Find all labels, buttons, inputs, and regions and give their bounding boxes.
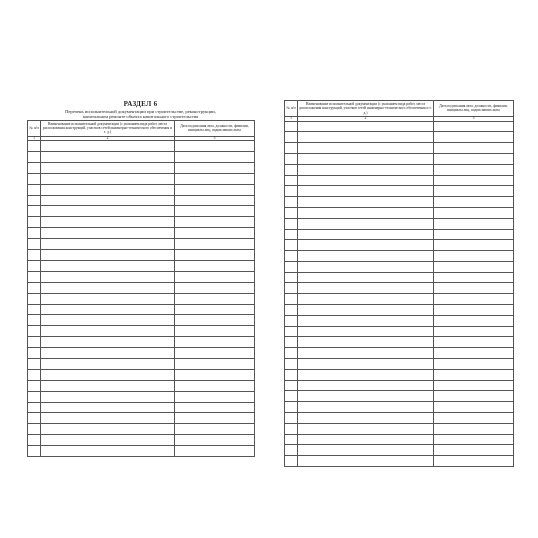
header-sign-date: Дата подписания акта, должности, фамилии, инициалы лиц, подписавших акты (434, 101, 514, 117)
empty-cell[interactable] (41, 413, 175, 424)
empty-row[interactable] (28, 446, 255, 457)
empty-cell[interactable] (285, 143, 298, 154)
empty-cell[interactable] (41, 304, 175, 315)
empty-row[interactable] (285, 261, 514, 272)
empty-cell[interactable] (175, 195, 255, 206)
empty-cell[interactable] (285, 186, 298, 197)
empty-cell[interactable] (175, 293, 255, 304)
right-table-body (285, 121, 514, 467)
empty-cell[interactable] (434, 348, 514, 359)
empty-cell[interactable] (285, 207, 298, 218)
empty-cell[interactable] (41, 152, 175, 163)
empty-cell[interactable] (285, 337, 298, 348)
empty-cell[interactable] (434, 391, 514, 402)
empty-row[interactable] (28, 217, 255, 228)
empty-cell[interactable] (285, 294, 298, 305)
empty-cell[interactable] (175, 337, 255, 348)
empty-cell[interactable] (175, 435, 255, 446)
empty-cell[interactable] (28, 326, 41, 337)
empty-cell[interactable] (434, 186, 514, 197)
header-doc-name: Наименование исполнительной документации (с указанием вида работ, места расположения конструкций, участков сетей инженерно-технического обеспечения и т. д.) (41, 120, 175, 136)
empty-cell[interactable] (285, 369, 298, 380)
empty-row[interactable] (285, 186, 514, 197)
empty-cell[interactable] (434, 229, 514, 240)
empty-row[interactable] (285, 434, 514, 445)
right-page (284, 100, 513, 467)
empty-row[interactable] (285, 153, 514, 164)
empty-cell[interactable] (298, 283, 434, 294)
empty-cell[interactable] (434, 456, 514, 467)
empty-cell[interactable] (285, 251, 298, 262)
section-subtitle-line-1: Перечень исполнительной документации при строительстве, реконструкции, (65, 109, 216, 115)
empty-cell[interactable] (285, 197, 298, 208)
empty-row[interactable] (28, 152, 255, 163)
empty-cell[interactable] (434, 283, 514, 294)
empty-row[interactable] (28, 173, 255, 184)
empty-cell[interactable] (285, 240, 298, 251)
empty-cell[interactable] (28, 206, 41, 217)
empty-cell[interactable] (298, 229, 434, 240)
column-number: 1 (285, 116, 298, 121)
empty-cell[interactable] (298, 337, 434, 348)
empty-cell[interactable] (175, 206, 255, 217)
empty-cell[interactable] (41, 446, 175, 457)
empty-cell[interactable] (298, 240, 434, 251)
empty-row[interactable] (285, 121, 514, 132)
empty-row[interactable] (285, 197, 514, 208)
empty-cell[interactable] (434, 423, 514, 434)
empty-cell[interactable] (175, 348, 255, 359)
empty-cell[interactable] (28, 413, 41, 424)
section-subtitle-line-2: капитальном ремонте объекта капитального строительства (82, 114, 199, 120)
empty-cell[interactable] (285, 315, 298, 326)
empty-row[interactable] (285, 456, 514, 467)
empty-row[interactable] (285, 294, 514, 305)
empty-cell[interactable] (175, 239, 255, 250)
right-doc-table (284, 100, 514, 467)
empty-row[interactable] (28, 391, 255, 402)
empty-row[interactable] (285, 240, 514, 251)
empty-cell[interactable] (28, 271, 41, 282)
empty-cell[interactable] (28, 337, 41, 348)
empty-cell[interactable] (285, 305, 298, 316)
empty-row[interactable] (285, 326, 514, 337)
empty-cell[interactable] (298, 121, 434, 132)
empty-cell[interactable] (28, 293, 41, 304)
empty-cell[interactable] (28, 228, 41, 239)
empty-cell[interactable] (285, 423, 298, 434)
empty-cell[interactable] (28, 217, 41, 228)
empty-cell[interactable] (175, 282, 255, 293)
empty-cell[interactable] (298, 207, 434, 218)
empty-cell[interactable] (434, 175, 514, 186)
empty-cell[interactable] (41, 337, 175, 348)
empty-cell[interactable] (434, 272, 514, 283)
empty-row[interactable] (285, 207, 514, 218)
empty-cell[interactable] (175, 424, 255, 435)
empty-row[interactable] (28, 293, 255, 304)
empty-cell[interactable] (28, 250, 41, 261)
empty-row[interactable] (28, 348, 255, 359)
empty-cell[interactable] (28, 358, 41, 369)
empty-cell[interactable] (298, 143, 434, 154)
empty-row[interactable] (28, 162, 255, 173)
empty-cell[interactable] (285, 153, 298, 164)
empty-cell[interactable] (285, 380, 298, 391)
empty-cell[interactable] (28, 348, 41, 359)
empty-cell[interactable] (285, 229, 298, 240)
empty-cell[interactable] (175, 173, 255, 184)
empty-cell[interactable] (41, 435, 175, 446)
empty-cell[interactable] (175, 315, 255, 326)
empty-cell[interactable] (298, 413, 434, 424)
empty-cell[interactable] (175, 369, 255, 380)
header-doc-name: Наименование исполнительной документации (с указанием вида работ, места расположения конструкций, участков сетей инженерно-технического обеспечения и т. д.) (299, 102, 432, 115)
header-number: № п/п (285, 101, 298, 117)
empty-cell[interactable] (175, 358, 255, 369)
empty-cell[interactable] (298, 218, 434, 229)
empty-cell[interactable] (434, 143, 514, 154)
empty-cell[interactable] (41, 173, 175, 184)
empty-cell[interactable] (298, 305, 434, 316)
empty-cell[interactable] (285, 175, 298, 186)
empty-cell[interactable] (434, 434, 514, 445)
empty-row[interactable] (285, 391, 514, 402)
empty-cell[interactable] (41, 424, 175, 435)
empty-row[interactable] (285, 380, 514, 391)
empty-cell[interactable] (298, 153, 434, 164)
column-number: 2 (41, 136, 175, 141)
empty-cell[interactable] (41, 315, 175, 326)
empty-row[interactable] (28, 435, 255, 446)
empty-row[interactable] (28, 195, 255, 206)
empty-cell[interactable] (434, 294, 514, 305)
empty-cell[interactable] (298, 456, 434, 467)
empty-cell[interactable] (41, 206, 175, 217)
empty-cell[interactable] (285, 445, 298, 456)
empty-row[interactable] (285, 337, 514, 348)
empty-cell[interactable] (175, 217, 255, 228)
empty-cell[interactable] (434, 207, 514, 218)
empty-row[interactable] (28, 380, 255, 391)
empty-cell[interactable] (41, 195, 175, 206)
empty-row[interactable] (285, 305, 514, 316)
empty-cell[interactable] (41, 217, 175, 228)
empty-cell[interactable] (175, 228, 255, 239)
empty-cell[interactable] (285, 413, 298, 424)
empty-cell[interactable] (41, 250, 175, 261)
empty-row[interactable] (28, 304, 255, 315)
empty-row[interactable] (28, 402, 255, 413)
empty-cell[interactable] (285, 164, 298, 175)
header-row (285, 101, 514, 117)
empty-row[interactable] (285, 143, 514, 154)
empty-row[interactable] (285, 402, 514, 413)
empty-row[interactable] (285, 272, 514, 283)
empty-cell[interactable] (298, 348, 434, 359)
empty-cell[interactable] (434, 359, 514, 370)
header-row (28, 120, 255, 136)
left-table-body (28, 141, 255, 457)
empty-row[interactable] (285, 175, 514, 186)
empty-cell[interactable] (434, 121, 514, 132)
empty-row[interactable] (28, 337, 255, 348)
empty-row[interactable] (28, 260, 255, 271)
empty-cell[interactable] (175, 271, 255, 282)
empty-cell[interactable] (41, 391, 175, 402)
empty-row[interactable] (28, 358, 255, 369)
empty-cell[interactable] (298, 445, 434, 456)
empty-cell[interactable] (41, 162, 175, 173)
empty-row[interactable] (28, 424, 255, 435)
empty-cell[interactable] (285, 272, 298, 283)
empty-cell[interactable] (28, 141, 41, 152)
empty-row[interactable] (28, 206, 255, 217)
empty-cell[interactable] (175, 446, 255, 457)
empty-cell[interactable] (175, 326, 255, 337)
empty-cell[interactable] (298, 434, 434, 445)
empty-row[interactable] (285, 218, 514, 229)
empty-cell[interactable] (175, 402, 255, 413)
empty-cell[interactable] (298, 423, 434, 434)
empty-cell[interactable] (434, 240, 514, 251)
empty-cell[interactable] (434, 197, 514, 208)
empty-row[interactable] (28, 413, 255, 424)
empty-cell[interactable] (434, 305, 514, 316)
empty-cell[interactable] (285, 261, 298, 272)
empty-cell[interactable] (434, 132, 514, 143)
empty-row[interactable] (28, 271, 255, 282)
empty-cell[interactable] (41, 326, 175, 337)
empty-cell[interactable] (28, 402, 41, 413)
empty-cell[interactable] (41, 184, 175, 195)
empty-cell[interactable] (285, 283, 298, 294)
empty-cell[interactable] (28, 184, 41, 195)
empty-cell[interactable] (41, 402, 175, 413)
empty-cell[interactable] (41, 293, 175, 304)
empty-cell[interactable] (285, 391, 298, 402)
empty-cell[interactable] (28, 435, 41, 446)
empty-cell[interactable] (298, 326, 434, 337)
empty-cell[interactable] (298, 186, 434, 197)
empty-cell[interactable] (434, 445, 514, 456)
empty-row[interactable] (28, 141, 255, 152)
empty-cell[interactable] (298, 315, 434, 326)
empty-cell[interactable] (298, 272, 434, 283)
empty-cell[interactable] (28, 369, 41, 380)
empty-row[interactable] (285, 413, 514, 424)
column-number: 3 (434, 116, 514, 121)
empty-row[interactable] (285, 359, 514, 370)
empty-cell[interactable] (28, 380, 41, 391)
empty-cell[interactable] (285, 402, 298, 413)
section-header (27, 100, 254, 120)
empty-row[interactable] (285, 229, 514, 240)
empty-cell[interactable] (28, 239, 41, 250)
header-sign-date: Дата подписания акта, должности, фамилии, инициалы лиц, подписавших акты (175, 120, 255, 136)
empty-cell[interactable] (298, 261, 434, 272)
empty-cell[interactable] (41, 358, 175, 369)
empty-row[interactable] (28, 369, 255, 380)
empty-cell[interactable] (41, 369, 175, 380)
empty-cell[interactable] (28, 446, 41, 457)
empty-cell[interactable] (434, 251, 514, 262)
empty-cell[interactable] (175, 184, 255, 195)
header-number: № п/п (28, 120, 41, 136)
empty-cell[interactable] (175, 260, 255, 271)
empty-cell[interactable] (175, 162, 255, 173)
empty-cell[interactable] (28, 424, 41, 435)
column-number: 1 (28, 136, 41, 141)
empty-cell[interactable] (175, 152, 255, 163)
empty-cell[interactable] (298, 380, 434, 391)
empty-cell[interactable] (434, 153, 514, 164)
empty-cell[interactable] (285, 359, 298, 370)
empty-cell[interactable] (434, 380, 514, 391)
empty-row[interactable] (285, 283, 514, 294)
left-doc-table (27, 120, 255, 457)
empty-cell[interactable] (285, 434, 298, 445)
empty-row[interactable] (285, 348, 514, 359)
empty-cell[interactable] (434, 326, 514, 337)
empty-cell[interactable] (298, 359, 434, 370)
empty-cell[interactable] (175, 304, 255, 315)
column-number: 2 (298, 116, 434, 121)
empty-cell[interactable] (28, 391, 41, 402)
empty-cell[interactable] (434, 315, 514, 326)
empty-cell[interactable] (41, 348, 175, 359)
empty-cell[interactable] (28, 162, 41, 173)
empty-cell[interactable] (298, 197, 434, 208)
empty-cell[interactable] (41, 282, 175, 293)
empty-cell[interactable] (28, 282, 41, 293)
empty-row[interactable] (28, 315, 255, 326)
empty-cell[interactable] (28, 260, 41, 271)
empty-row[interactable] (285, 251, 514, 262)
empty-cell[interactable] (434, 402, 514, 413)
section-title: РАЗДЕЛ 6 (123, 100, 158, 108)
empty-row[interactable] (28, 250, 255, 261)
empty-row[interactable] (28, 326, 255, 337)
empty-cell[interactable] (434, 261, 514, 272)
empty-cell[interactable] (285, 132, 298, 143)
empty-cell[interactable] (41, 228, 175, 239)
empty-cell[interactable] (434, 218, 514, 229)
empty-cell[interactable] (175, 380, 255, 391)
empty-row[interactable] (28, 228, 255, 239)
empty-cell[interactable] (285, 218, 298, 229)
empty-row[interactable] (285, 423, 514, 434)
empty-cell[interactable] (434, 413, 514, 424)
empty-cell[interactable] (434, 164, 514, 175)
empty-cell[interactable] (285, 326, 298, 337)
empty-cell[interactable] (28, 315, 41, 326)
empty-row[interactable] (285, 369, 514, 380)
empty-row[interactable] (285, 164, 514, 175)
empty-cell[interactable] (298, 369, 434, 380)
empty-row[interactable] (28, 239, 255, 250)
empty-row[interactable] (28, 184, 255, 195)
empty-cell[interactable] (434, 337, 514, 348)
empty-cell[interactable] (41, 239, 175, 250)
empty-cell[interactable] (298, 294, 434, 305)
empty-cell[interactable] (298, 251, 434, 262)
left-page (27, 100, 254, 457)
empty-row[interactable] (285, 132, 514, 143)
empty-cell[interactable] (298, 391, 434, 402)
empty-cell[interactable] (285, 121, 298, 132)
empty-cell[interactable] (28, 152, 41, 163)
empty-cell[interactable] (175, 413, 255, 424)
empty-cell[interactable] (175, 250, 255, 261)
empty-cell[interactable] (434, 369, 514, 380)
empty-cell[interactable] (41, 380, 175, 391)
empty-cell[interactable] (285, 348, 298, 359)
empty-row[interactable] (285, 445, 514, 456)
empty-cell[interactable] (28, 195, 41, 206)
empty-cell[interactable] (298, 175, 434, 186)
empty-cell[interactable] (175, 141, 255, 152)
empty-cell[interactable] (41, 141, 175, 152)
empty-cell[interactable] (175, 391, 255, 402)
empty-row[interactable] (285, 315, 514, 326)
empty-cell[interactable] (285, 456, 298, 467)
empty-cell[interactable] (298, 164, 434, 175)
empty-cell[interactable] (298, 402, 434, 413)
empty-cell[interactable] (28, 173, 41, 184)
column-number: 3 (175, 136, 255, 141)
empty-cell[interactable] (41, 260, 175, 271)
empty-cell[interactable] (28, 304, 41, 315)
empty-cell[interactable] (41, 271, 175, 282)
empty-cell[interactable] (298, 132, 434, 143)
empty-row[interactable] (28, 282, 255, 293)
